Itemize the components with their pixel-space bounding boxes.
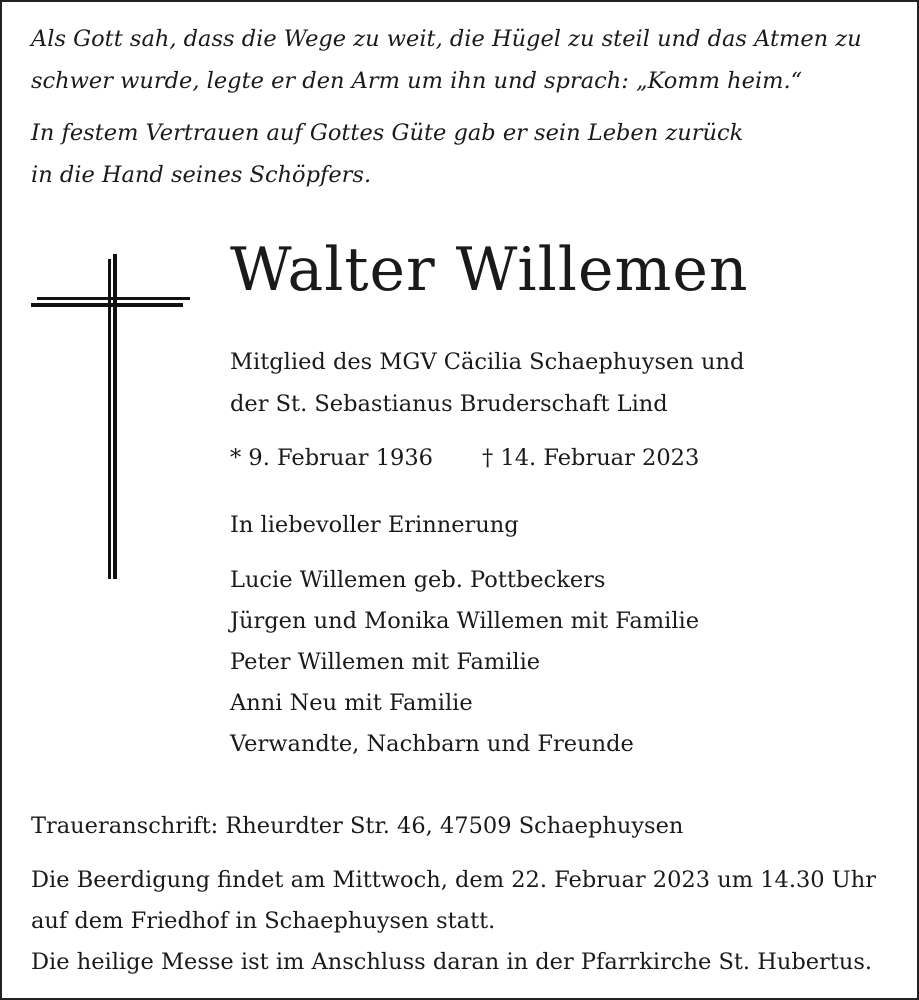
funeral-info: auf dem Friedhof in Schaephuysen statt.: [31, 908, 496, 934]
remembrance-intro: In liebevoller Erinnerung: [230, 512, 519, 538]
mourner: Lucie Willemen geb. Pottbeckers: [230, 567, 606, 593]
verse-line: In festem Vertrauen auf Gottes Güte gab er sein Leben zurück: [31, 120, 744, 146]
verse-line: in die Hand seines Schöpfers.: [31, 162, 372, 188]
deceased-name: Walter Willemen: [230, 235, 749, 305]
mourner: Anni Neu mit Familie: [230, 690, 473, 716]
funeral-info: Die Beerdigung findet am Mittwoch, dem 22. Februar 2023 um 14.30 Uhr: [31, 867, 876, 893]
mourner: Peter Willemen mit Familie: [230, 649, 541, 675]
mourner: Jürgen und Monika Willemen mit Familie: [230, 608, 700, 634]
funeral-info: Die heilige Messe ist im Anschluss daran in der Pfarrkirche St. Hubertus.: [31, 949, 873, 975]
mourning-address: Traueranschrift: Rheurdter Str. 46, 47509 Schaephuysen: [31, 813, 684, 839]
birth-date: * 9. Februar 1936: [230, 445, 433, 471]
membership-line: Mitglied des MGV Cäcilia Schaephuysen und: [230, 349, 745, 375]
membership-line: der St. Sebastianus Bruderschaft Lind: [230, 391, 668, 417]
verse-line: schwer wurde, legte er den Arm um ihn und sprach: „Komm heim.“: [31, 68, 803, 94]
mourner: Verwandte, Nachbarn und Freunde: [230, 731, 634, 757]
death-date: † 14. Februar 2023: [482, 445, 700, 471]
verse-line: Als Gott sah, dass die Wege zu weit, die Hügel zu steil und das Atmen zu: [31, 26, 862, 52]
